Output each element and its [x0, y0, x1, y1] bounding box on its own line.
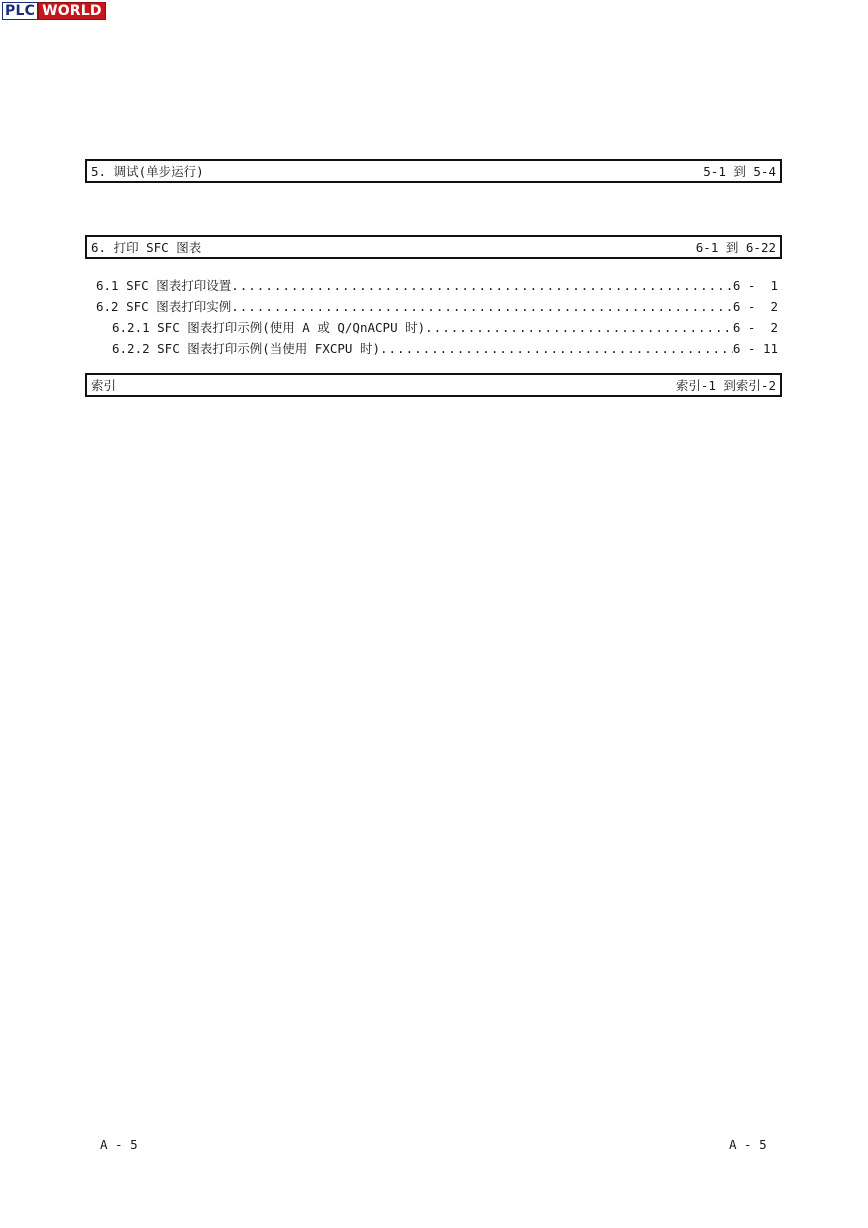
index-title: 索引 — [91, 378, 117, 393]
toc-entry-page: 6 - 1 — [732, 278, 778, 293]
toc-entry-label: 6.2.2 SFC 图表打印示例(当使用 FXCPU 时) — [112, 341, 380, 356]
logo-world: WORLD — [38, 2, 106, 20]
toc-entry-page: 6 - 2 — [732, 320, 778, 335]
dot-leader — [425, 317, 733, 338]
chapter-6-heading — [85, 235, 782, 259]
dot-leader — [231, 275, 733, 296]
chapter-5-heading — [85, 159, 782, 183]
index-heading — [85, 373, 782, 397]
toc-entry-label: 6.2.1 SFC 图表打印示例(使用 A 或 Q/QnACPU 时) — [112, 320, 426, 335]
toc-entry-label: 6.1 SFC 图表打印设置 — [96, 278, 232, 293]
toc-entry-6-1 — [96, 275, 778, 296]
toc-entry-label: 6.2 SFC 图表打印实例 — [96, 299, 232, 314]
toc-entry-6-2 — [96, 296, 778, 317]
chapter-6-pages: 6-1 到 6-22 — [695, 240, 776, 255]
toc-entry-6-2-2 — [96, 338, 778, 359]
index-pages: 索引-1 到索引-2 — [675, 378, 776, 393]
footer-page-right: A - 5 — [729, 1137, 767, 1152]
footer-page-left: A - 5 — [100, 1137, 138, 1152]
dot-leader — [380, 338, 733, 359]
logo-plc: PLC — [2, 2, 38, 20]
chapter-5-pages: 5-1 到 5-4 — [703, 164, 776, 179]
chapter-5-title: 5. 调试(单步运行) — [91, 164, 204, 179]
toc-entry-page: 6 - 2 — [732, 299, 778, 314]
chapter-6-title: 6. 打印 SFC 图表 — [91, 240, 202, 255]
toc-entry-page: 6 - 11 — [732, 341, 778, 356]
plcworld-logo — [2, 2, 106, 20]
toc-entry-6-2-1 — [96, 317, 778, 338]
dot-leader — [231, 296, 733, 317]
chapter-6-toc — [96, 275, 778, 359]
